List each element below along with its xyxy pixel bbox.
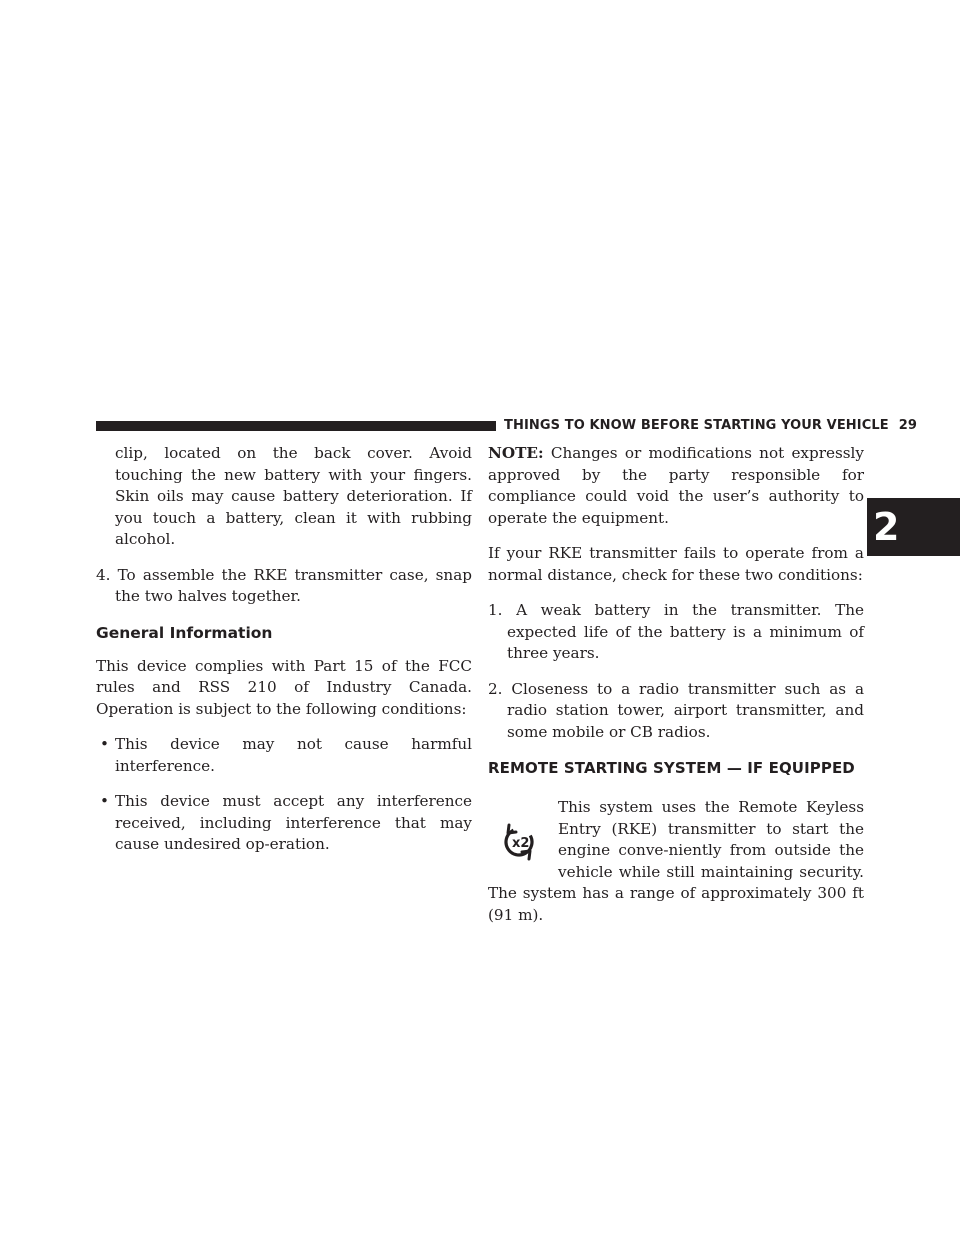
bullet-text: This device must accept any interference received, including interference that may cause undesired op-eration. bbox=[115, 792, 472, 853]
fail-intro: If your RKE transmitter fails to operate from a normal distance, check for these two conditions: bbox=[488, 544, 864, 584]
note-text: Changes or modifications not expressly approved by the party responsible for compliance could void the user’s authority to operate the equipment. bbox=[488, 444, 864, 527]
remote-start-icon-label: x2 bbox=[512, 836, 530, 851]
remote-start-icon-graphic bbox=[498, 811, 554, 873]
bullet-item-2 bbox=[96, 791, 472, 856]
remote-start-block bbox=[488, 797, 864, 926]
header-rule bbox=[96, 421, 496, 431]
condition-1: 1. A weak battery in the transmitter. The expected life of the battery is a minimum of three years. bbox=[488, 601, 864, 662]
running-header bbox=[504, 416, 917, 436]
bullet-icon: • bbox=[100, 792, 109, 810]
continued-step-text: clip, located on the back cover. Avoid touching the new battery with your fingers. Skin oils may cause battery deterioration. If you touch a battery, clean it with rubbing alcohol. bbox=[115, 444, 472, 548]
bullet-icon: • bbox=[100, 735, 109, 753]
bullet-item-1 bbox=[96, 734, 472, 777]
left-column bbox=[96, 443, 472, 870]
remote-start-icon bbox=[498, 811, 554, 873]
right-column bbox=[488, 443, 864, 940]
section-title: THINGS TO KNOW BEFORE STARTING YOUR VEHICLE bbox=[504, 418, 889, 433]
chapter-tab: 2 bbox=[867, 498, 960, 556]
note-label: NOTE: bbox=[488, 444, 544, 462]
note-paragraph bbox=[488, 443, 864, 529]
page-number: 29 bbox=[898, 418, 918, 433]
remote-starting-heading: REMOTE STARTING SYSTEM — IF EQUIPPED bbox=[488, 759, 855, 777]
bullet-text: This device may not cause harmful interference. bbox=[115, 735, 472, 775]
step-4: 4. To assemble the RKE transmitter case, snap the two halves together. bbox=[96, 565, 472, 605]
remote-start-text: This system uses the Remote Keyless Entry (RKE) transmitter to start the engine conve-niently from outside the vehicle while still maintaining security. The system has a range of approximately 300 ft (91 m). bbox=[488, 798, 864, 924]
general-information-heading: General Information bbox=[96, 623, 273, 642]
general-intro: This device complies with Part 15 of the FCC rules and RSS 210 of Industry Canada. Operation is subject to the following conditions: bbox=[96, 656, 472, 718]
condition-2: 2. Closeness to a radio transmitter such as a radio station tower, airport transmitter, and some mobile or CB radios. bbox=[488, 679, 864, 741]
